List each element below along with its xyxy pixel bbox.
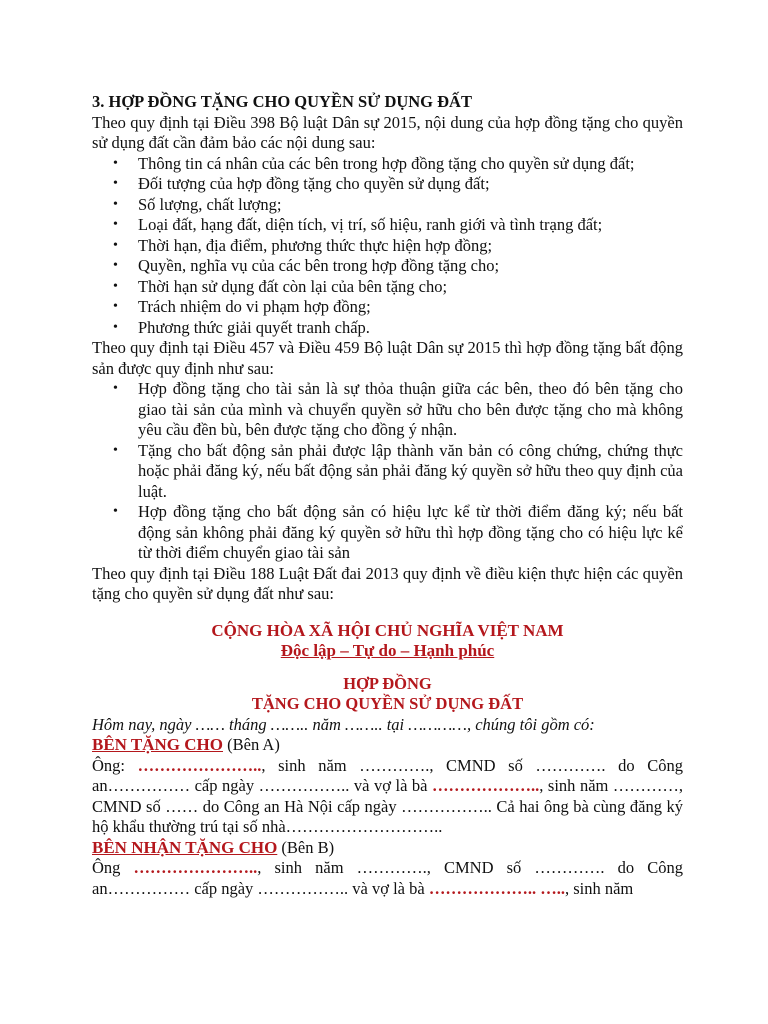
- party-a-wife-blank: ………………..: [432, 776, 540, 795]
- party-b-name-blank: …………………..: [133, 858, 258, 877]
- party-a-text-2: , sinh năm …………., CMND số …………. do Công an…………… cấp ngày …………….. và vợ là bà: [92, 755, 683, 795]
- party-b-wife-blank: ……………….. …..: [428, 878, 565, 898]
- party-a-title: BÊN TẶNG CHO: [92, 735, 223, 754]
- party-b-details: [92, 858, 683, 899]
- list-item: • Quyền, nghĩa vụ của các bên trong hợp đồng tặng cho;: [138, 256, 683, 277]
- party-a-suffix: (Bên A): [223, 735, 280, 754]
- contract-subtitle: TẶNG CHO QUYỀN SỬ DỤNG ĐẤT: [251, 694, 524, 713]
- list-item: • Thời hạn sử dụng đất còn lại của bên tặng cho;: [138, 277, 683, 298]
- party-a-text-1: Ông:: [92, 755, 138, 775]
- list-item: • Hợp đồng tặng cho tài sản là sự thỏa thuận giữa các bên, theo đó bên tặng cho giao tài sản của mình và chuyển quyền sở hữu cho bên được tặng cho mà không yêu cầu đền bù, bên được tặng cho đồng ý nhận.: [138, 379, 683, 441]
- list-item: • Hợp đồng tặng cho bất động sản có hiệu lực kể từ thời điểm đăng ký; nếu bất động sản không phải đăng ký quyền sở hữu thì hợp đồng tặng cho có hiệu lực kể từ thời điểm chuyển giao tài sản: [138, 502, 683, 564]
- party-a-details: [92, 756, 683, 838]
- list-item: • Số lượng, chất lượng;: [138, 195, 683, 216]
- list-item: • Phương thức giải quyết tranh chấp.: [138, 318, 683, 339]
- list-item: • Trách nhiệm do vi phạm hợp đồng;: [138, 297, 683, 318]
- nation-title: CỘNG HÒA XÃ HỘI CHỦ NGHĨA VIỆT NAM: [211, 620, 564, 640]
- party-a-name-blank: …………………..: [137, 755, 262, 775]
- party-a-heading: [92, 735, 683, 756]
- list-item: • Loại đất, hạng đất, diện tích, vị trí, số hiệu, ranh giới và tình trạng đất;: [138, 215, 683, 236]
- rules-list: [92, 379, 683, 564]
- intro-paragraph-3: Theo quy định tại Điều 188 Luật Đất đai 2013 quy định về điều kiện thực hiện các quyền tặng cho quyền sử dụng đất như sau:: [92, 563, 683, 603]
- party-b-title: BÊN NHẬN TẶNG CHO: [92, 837, 278, 857]
- list-item: • Thông tin cá nhân của các bên trong hợp đồng tặng cho quyền sử dụng đất;: [138, 154, 683, 175]
- section-heading: 3. HỢP ĐỒNG TẶNG CHO QUYỀN SỬ DỤNG ĐẤT: [92, 92, 472, 111]
- party-b-text-1: Ông: [92, 858, 134, 877]
- party-b-text-3: , sinh năm: [564, 878, 634, 898]
- intro-paragraph-2: Theo quy định tại Điều 457 và Điều 459 Bộ luật Dân sự 2015 thì hợp đồng tặng bất động sản được quy định như sau:: [92, 338, 683, 378]
- party-b-heading: [92, 838, 683, 859]
- party-a-text-3: , sinh năm …………, CMND số …… do Công an Hà Nội cấp ngày …………….. Cả hai ông bà cùng đăng ký hộ khẩu thường trú tại số nhà………………………..: [92, 776, 683, 836]
- date-line: Hôm nay, ngày …… tháng …….. năm …….. tại …………, chúng tôi gồm có:: [92, 714, 595, 734]
- contract-title: HỢP ĐỒNG: [343, 673, 432, 693]
- list-item: • Thời hạn, địa điểm, phương thức thực hiện hợp đồng;: [138, 236, 683, 257]
- party-b-suffix: (Bên B): [277, 837, 335, 857]
- list-item: • Tặng cho bất động sản phải được lập thành văn bản có công chứng, chứng thực hoặc phải đăng ký, nếu bất động sản phải đăng ký quyền sở hữu theo quy định của luật.: [138, 441, 683, 503]
- list-item: • Đối tượng của hợp đồng tặng cho quyền sử dụng đất;: [138, 174, 683, 195]
- party-b-text-2: , sinh năm …………., CMND số …………. do Công an…………… cấp ngày …………….. và vợ là bà: [92, 858, 683, 898]
- content-list: [92, 154, 683, 339]
- motto: Độc lập – Tự do – Hạnh phúc: [280, 641, 495, 660]
- intro-paragraph-1: Theo quy định tại Điều 398 Bộ luật Dân sự 2015, nội dung của hợp đồng tặng cho quyền sử dụng đất cần đảm bảo các nội dung sau:: [92, 112, 683, 152]
